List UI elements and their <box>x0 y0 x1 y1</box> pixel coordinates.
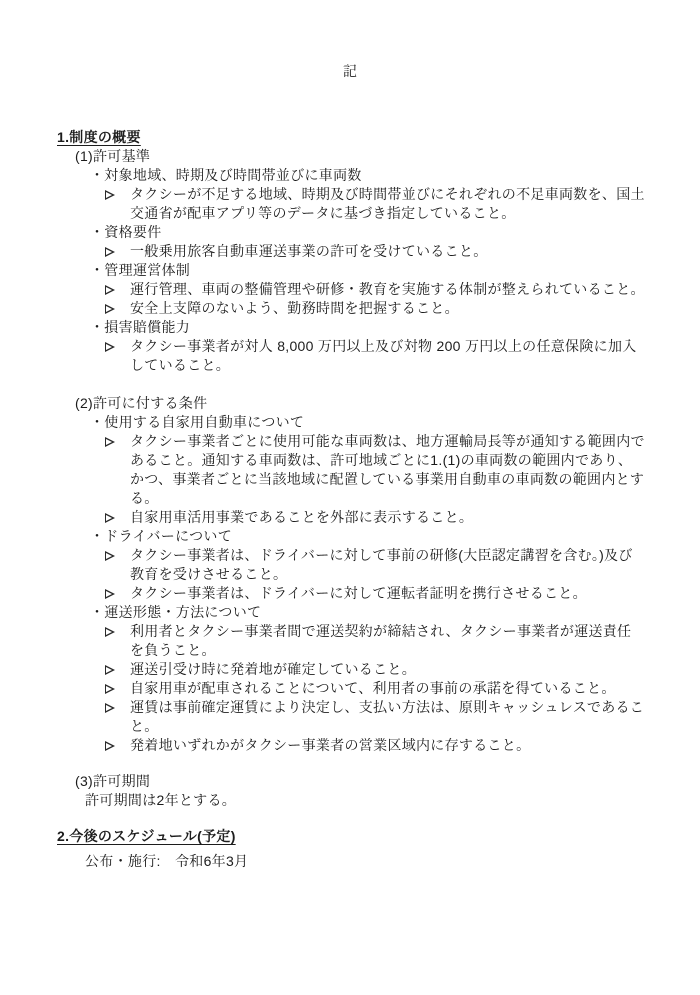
bullet-point-text: 自家用車が配車されることについて、利用者の事前の承諾を得ていること。 <box>130 680 616 696</box>
doc-remark-title: 記 <box>343 63 359 79</box>
arrow-bullet-icon <box>105 546 130 584</box>
group-label: ・使用する自家用自動車について <box>90 414 305 430</box>
bullet-point-text: 発着地いずれかがタクシー事業者の営業区域内に存すること。 <box>130 737 531 753</box>
arrow-bullet-icon <box>105 679 130 698</box>
bullet-point <box>105 622 645 660</box>
group-label: ・管理運営体制 <box>90 262 191 278</box>
bullet-point <box>105 736 645 755</box>
bullet-point <box>105 546 645 584</box>
arrow-bullet-icon <box>105 660 130 679</box>
bullet-point-text: 自家用車活用事業であることを外部に表示すること。 <box>130 509 474 525</box>
subsection-1-2-heading: (2)許可に付する条件 <box>75 395 208 411</box>
bullet-point-text: タクシー事業者ごとに使用可能な車両数は、地方運輸局長等が通知する範囲内であること。通知する車両数は、許可地域ごとに1.(1)の車両数の範囲内であり、かつ、事業者ごとに当該地域に配置している事業用自動車の車両数の範囲内とする。 <box>130 433 645 506</box>
section-2-body: 公布・施行: 令和6年3月 <box>85 853 249 869</box>
arrow-bullet-icon <box>105 508 130 527</box>
subsection-1-1-heading: (1)許可基準 <box>75 148 151 164</box>
bullet-point <box>105 337 645 375</box>
arrow-bullet-icon <box>105 299 130 318</box>
group-label: ・損害賠償能力 <box>90 319 191 335</box>
bullet-point-text: 一般乗用旅客自動車運送事業の許可を受けていること。 <box>130 243 488 259</box>
arrow-bullet-icon <box>105 736 130 755</box>
group-label: ・ドライバーについて <box>90 528 233 544</box>
arrow-bullet-icon <box>105 698 130 736</box>
bullet-point <box>105 242 645 261</box>
arrow-bullet-icon <box>105 185 130 223</box>
bullet-point <box>105 698 645 736</box>
group-label: ・対象地域、時期及び時間帯並びに車両数 <box>90 167 362 183</box>
arrow-bullet-icon <box>105 622 130 660</box>
group-label: ・資格要件 <box>90 224 162 240</box>
arrow-bullet-icon <box>105 337 130 375</box>
bullet-point <box>105 185 645 223</box>
bullet-point-text: タクシー事業者が対人 8,000 万円以上及び対物 200 万円以上の任意保険に加入していること。 <box>130 338 637 373</box>
section-1-heading: 1.制度の概要 <box>57 129 141 145</box>
arrow-bullet-icon <box>105 584 130 603</box>
arrow-bullet-icon <box>105 242 130 261</box>
bullet-point-text: 利用者とタクシー事業者間で運送契約が締結され、タクシー事業者が運送責任を負うこと。 <box>130 623 632 658</box>
arrow-bullet-icon <box>105 432 130 508</box>
subsection-1-3-heading: (3)許可期間 <box>75 773 151 789</box>
bullet-point <box>105 679 645 698</box>
bullet-point <box>105 432 645 508</box>
subsection-1-3-body: 許可期間は2年とする。 <box>85 792 237 808</box>
bullet-point-text: 安全上支障のないよう、勤務時間を把握すること。 <box>130 300 459 316</box>
bullet-point-text: 運送引受け時に発着地が確定していること。 <box>130 661 416 677</box>
bullet-point-text: タクシー事業者は、ドライバーに対して事前の研修(大臣認定講習を含む。)及び教育を受けさせること。 <box>130 547 633 582</box>
bullet-point <box>105 584 645 603</box>
bullet-point <box>105 660 645 679</box>
section-2-heading: 2.今後のスケジュール(予定) <box>57 828 236 844</box>
bullet-point <box>105 299 645 318</box>
bullet-point <box>105 280 645 299</box>
group-label: ・運送形態・方法について <box>90 604 262 620</box>
bullet-point-text: 運賃は事前確定運賃により決定し、支払い方法は、原則キャッシュレスであること。 <box>130 699 645 734</box>
bullet-point <box>105 508 645 527</box>
bullet-point-text: 運行管理、車両の整備管理や研修・教育を実施する体制が整えられていること。 <box>130 281 645 297</box>
bullet-point-text: タクシーが不足する地域、時期及び時間帯並びにそれぞれの不足車両数を、国土交通省が配車アプリ等のデータに基づき指定していること。 <box>130 186 645 221</box>
arrow-bullet-icon <box>105 280 130 299</box>
bullet-point-text: タクシー事業者は、ドライバーに対して運転者証明を携行させること。 <box>130 585 587 601</box>
